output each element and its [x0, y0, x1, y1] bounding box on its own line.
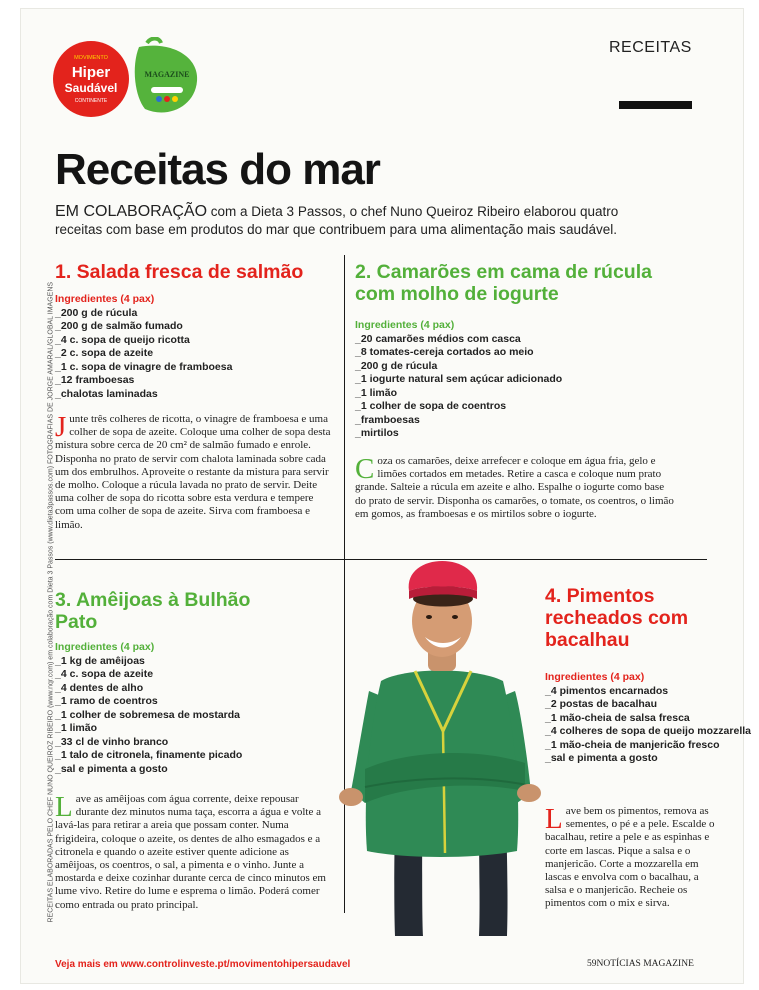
intro-lead: EM COLABORAÇÃO: [55, 203, 208, 220]
ingredient-item: _ 1 mão-cheia de manjericão fresco: [545, 739, 725, 753]
method-text: ave as amêijoas com água corrente, deixe repousar durante dez minutos numa taça, escorra a água e volte a lavá-las para retirar a areia que possam conter. Numa frigideira, coloque o azeite, os dentes de alho esmagados e a citronela e quando o azeite estiver quente adicione as amêijoas, os coentros, o sal, a pimenta e o vinho. Junte a mostarda e deixe cozinhar durante cerca de cinco minutos em lume vivo. Retire do lume e esprema o limão. Poderá comer como entrada ou prato principal.: [55, 793, 326, 911]
recipe-2-ingredients: [355, 319, 655, 441]
recipe-3-title: 3. Amêijoas à Bulhão Pato: [55, 589, 251, 633]
method-text: ave bem os pimentos, remova as sementes, o pé e a pele. Escalde o bacalhau, retire a pele e as espinhas e corte em lascas. Pique a salsa e o manjericão. Corte a mozzarella em lascas e envolva com o bacalhau, a salsa e o manjericão. Recheie os pimentos com o mix e sirva.: [545, 805, 715, 910]
recipe-4-method: [545, 805, 715, 911]
ingredient-item: _ 1 c. sopa de vinagre de framboesa: [55, 361, 335, 375]
recipe-4-title: 4. Pimentos recheados com bacalhau: [545, 585, 689, 651]
ingredient-item: _ 1 limão: [355, 387, 655, 401]
recipe-1-method: [55, 413, 333, 532]
ingredient-item: _ 2 postas de bacalhau: [545, 698, 725, 712]
photo-credit: RECEITAS ELABORADAS PELO CHEF NUNO QUEIROZ RIBEIRO (www.nqr.com) em colaboração com Dieta 3 Passos (www.dieta3passos.com) FOTOGRAFIAS DE JORGE AMARAL/GLOBAL IMAGENS: [47, 281, 55, 923]
method-text: unte três colheres de ricotta, o vinagre de framboesa e uma colher de sopa de azeite. Coloque uma colher de sopa desta mistura sobre cerca de 20 cm² de salmão fumado e enrole. Disponha no prato de servir com chalota laminada sobre cada um dos embrulhos. Aproveite o restante da mistura para servir de molho. Coloque a rúcula lavada no prato de servir. Deite uma colher de sopa do ricotta sobre esta verdura e tempere com uma colher de sopa de azeite. Sirva com framboesa e limão.: [55, 413, 331, 531]
ingredient-item: _ 8 tomates-cereja cortados ao meio: [355, 346, 655, 360]
recipe-1-title: 1. Salada fresca de salmão: [55, 261, 304, 283]
ingredient-item: _ 4 pimentos encarnados: [545, 685, 725, 699]
footer-link[interactable]: [55, 959, 350, 970]
ingredient-item: _ 1 limão: [55, 722, 305, 736]
recipe-2-title: 2. Camarões em cama de rúcula com molho de iogurte: [355, 261, 652, 305]
logo-line2: Saudável: [64, 81, 118, 95]
ingredient-item: _ sal e pimenta a gosto: [545, 752, 725, 766]
drop-cap: C: [355, 453, 375, 485]
ingredients-label: Ingredientes (4 pax): [55, 641, 155, 653]
recipe-3-method: [55, 793, 329, 912]
intro-body: com a Dieta 3 Passos, o chef Nuno Queiroz Ribeiro elaborou quatro receitas com base em produtos do mar que contribuem para uma alimentação mais saudável.: [55, 204, 619, 237]
ingredient-item: _ 2 c. sopa de azeite: [55, 347, 335, 361]
method-text: oza os camarões, deixe arrefecer e coloque em água fria, gelo e limões cortados em metades. Retire a casca e coloque num prato grande. Salteie a rúcula em azeite e alho. Espalhe o iogurte como base do prato de servir. Disponha os camarões, o tomate, os coentros, o limão em gomos, as framboesas e os mirtilos sobre o iogurte.: [355, 455, 674, 520]
page-number: 59: [587, 959, 597, 969]
ingredient-item: _ 1 kg de amêijoas: [55, 655, 305, 669]
ingredient-item: _ 4 c. sopa de queijo ricotta: [55, 334, 335, 348]
ingredient-item: _ 1 iogurte natural sem açúcar adicionado: [355, 373, 655, 387]
ingredient-item: _ chalotas laminadas: [55, 388, 335, 402]
ingredient-item: _ 4 colheres de sopa de queijo mozzarella: [545, 725, 725, 739]
chef-photo: [325, 541, 555, 936]
ingredient-item: _ sal e pimenta a gosto: [55, 763, 305, 777]
drop-cap: L: [545, 803, 563, 835]
ingredient-item: _ mirtilos: [355, 427, 655, 441]
ingredient-item: _ 1 ramo de coentros: [55, 695, 305, 709]
hiper-saudavel-logo: [49, 37, 219, 123]
recipe-3-ingredients: [55, 641, 305, 776]
ingredient-item: _ 4 dentes de alho: [55, 682, 305, 696]
page-title: Receitas do mar: [55, 145, 380, 194]
logo-magazine-text: MAGAZINE: [144, 70, 190, 79]
logo-sub-text: CONTINENTE: [74, 98, 108, 104]
drop-cap: J: [55, 411, 67, 443]
ingredient-item: _ 4 c. sopa de azeite: [55, 668, 305, 682]
ingredient-item: _ 200 g de rúcula: [355, 360, 655, 374]
ingredients-label: Ingredientes (4 pax): [55, 293, 155, 305]
page-footer: [587, 959, 694, 969]
footer-link-url: www.controlinveste.pt/movimentohipersaudavel: [120, 959, 351, 970]
logo-line1: Hiper: [71, 64, 111, 81]
ingredient-item: _ 200 g de salmão fumado: [55, 320, 335, 334]
ingredients-label: Ingredientes (4 pax): [545, 671, 645, 683]
footer-link-label: Veja mais em: [55, 959, 121, 970]
logo-small-text: MOVIMENTO: [74, 55, 108, 61]
ingredient-item: _ 1 colher de sobremesa de mostarda: [55, 709, 305, 723]
recipe-4-ingredients: [545, 671, 751, 766]
magazine-name: NOTÍCIAS MAGAZINE: [596, 959, 694, 969]
ingredient-item: _ 20 camarões médios com casca: [355, 333, 655, 347]
ingredient-item: _ 200 g de rúcula: [55, 307, 335, 321]
ingredient-item: _ 33 cl de vinho branco: [55, 736, 305, 750]
ingredients-label: Ingredientes (4 pax): [355, 319, 455, 331]
ingredient-item: _ 12 framboesas: [55, 374, 335, 388]
section-bar: [619, 101, 692, 109]
drop-cap: L: [55, 791, 73, 823]
ingredient-item: _ framboesas: [355, 414, 655, 428]
section-label: RECEITAS: [609, 39, 692, 56]
magazine-page: [20, 8, 751, 984]
ingredient-item: _ 1 colher de sopa de coentros: [355, 400, 655, 414]
recipe-2-method: [355, 455, 675, 521]
recipe-1-ingredients: [55, 293, 335, 401]
ingredient-item: _ 1 mão-cheia de salsa fresca: [545, 712, 725, 726]
ingredient-item: _ 1 talo de citronela, finamente picado: [55, 749, 305, 763]
intro-text: [55, 203, 655, 239]
